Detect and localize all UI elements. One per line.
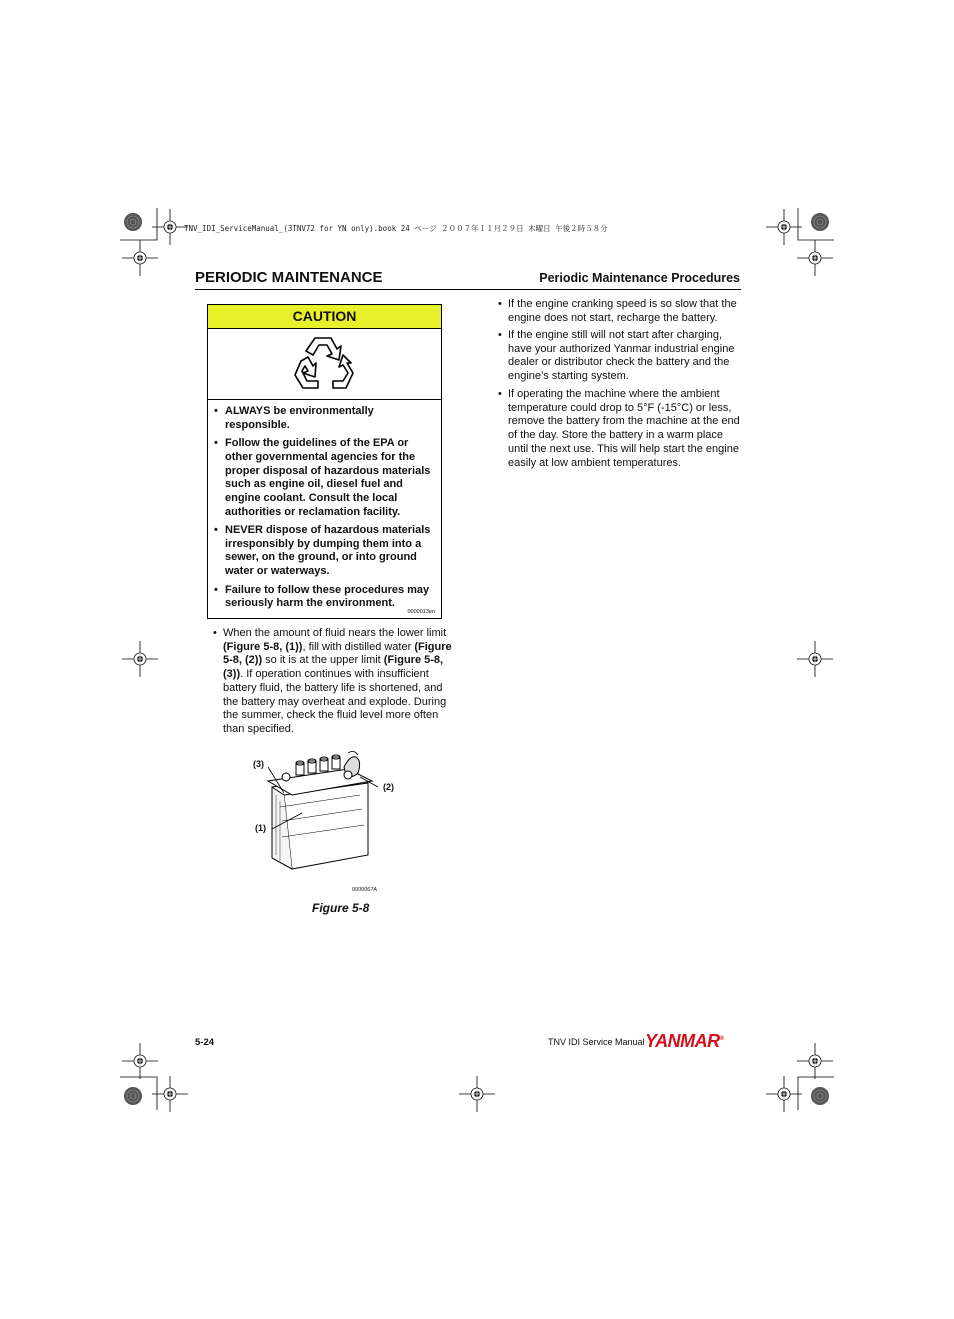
bullet-dot: •	[498, 298, 502, 310]
page-number: 5-24	[195, 1037, 215, 1048]
right-bullet	[498, 298, 741, 325]
yanmar-logo	[645, 1031, 724, 1052]
figure-label-3: (3)	[253, 759, 264, 769]
caution-item: • Failure to follow these procedures may seriously harm the environment.	[214, 584, 435, 611]
figure-label-2: (2)	[383, 782, 394, 792]
caution-code: 0000013en	[407, 609, 435, 615]
figure-caption: Figure 5-8	[312, 901, 370, 915]
recycle-icon	[293, 333, 357, 395]
subsection-title: Periodic Maintenance Procedures	[539, 271, 740, 285]
bullet-text: If the engine cranking speed is so slow that the engine does not start, recharge the battery.	[508, 298, 737, 324]
bullet-dot: •	[498, 329, 502, 341]
figure-ref: (Figure 5-8, (1))	[223, 640, 303, 653]
caution-item: • ALWAYS be environmentally responsible.	[214, 405, 435, 432]
header-rule	[195, 289, 741, 290]
print-header: TNV_IDI_ServiceManual_(3TNV72 for YN only).book 24 ページ ２００７年１１月２９日 木曜日 午後２時５８分	[184, 224, 608, 233]
caution-item: • NEVER dispose of hazardous materials irresponsibly by dumping them into a sewer, on the ground, or into ground water or waterways.	[214, 524, 435, 579]
figure-label-1: (1)	[255, 823, 266, 833]
bullet-text: If operating the machine where the ambient temperature could drop to 5°F (-15°C) or less, remove the battery from the machine at the end of the day. Store the battery in a warm place until the next use. This will help start the engine easily at low ambient temperatures.	[508, 388, 740, 469]
figure-ref: (Figure 5-8, (2))	[223, 640, 452, 667]
bullet-text: If the engine still will not start after charging, have your authorized Yanmar industrial engine dealer or distributor check the battery and the engine’s starting system.	[508, 329, 735, 383]
recycle-panel	[208, 329, 441, 400]
caution-title: CAUTION	[208, 305, 441, 329]
logo-text: YANMAR	[645, 1031, 720, 1051]
figure-ref: (Figure 5-8, (3))	[223, 654, 444, 681]
caution-item: • Follow the guidelines of the EPA or other governmental agencies for the proper disposal of hazardous materials such as engine oil, diesel fuel and engine coolant. Consult the local authorities or reclamation facility.	[214, 437, 435, 519]
caution-box	[207, 304, 442, 619]
bullet-text: When the amount of fluid nears the lower limit	[223, 627, 447, 639]
bullet-dot: •	[498, 388, 502, 400]
bullet-text: , fill with distilled water	[302, 640, 415, 653]
manual-title: TNV IDI Service Manual	[548, 1037, 645, 1047]
bullet-text: so it is at the upper limit	[262, 654, 384, 667]
bullet-dot: •	[213, 627, 217, 639]
figure-code: 0000067A	[352, 887, 378, 893]
registered-mark: ®	[719, 1036, 724, 1042]
section-title: PERIODIC MAINTENANCE	[195, 269, 383, 286]
bullet-text: . If operation continues with insufficient battery fluid, the battery life is shortened, and the battery may overheat and explode. During the summer, check the fluid level more often than specified.	[223, 668, 447, 735]
right-bullet	[498, 329, 741, 384]
caution-list	[208, 400, 441, 611]
right-bullet	[498, 388, 741, 470]
fluid-level-bullet	[213, 627, 453, 737]
